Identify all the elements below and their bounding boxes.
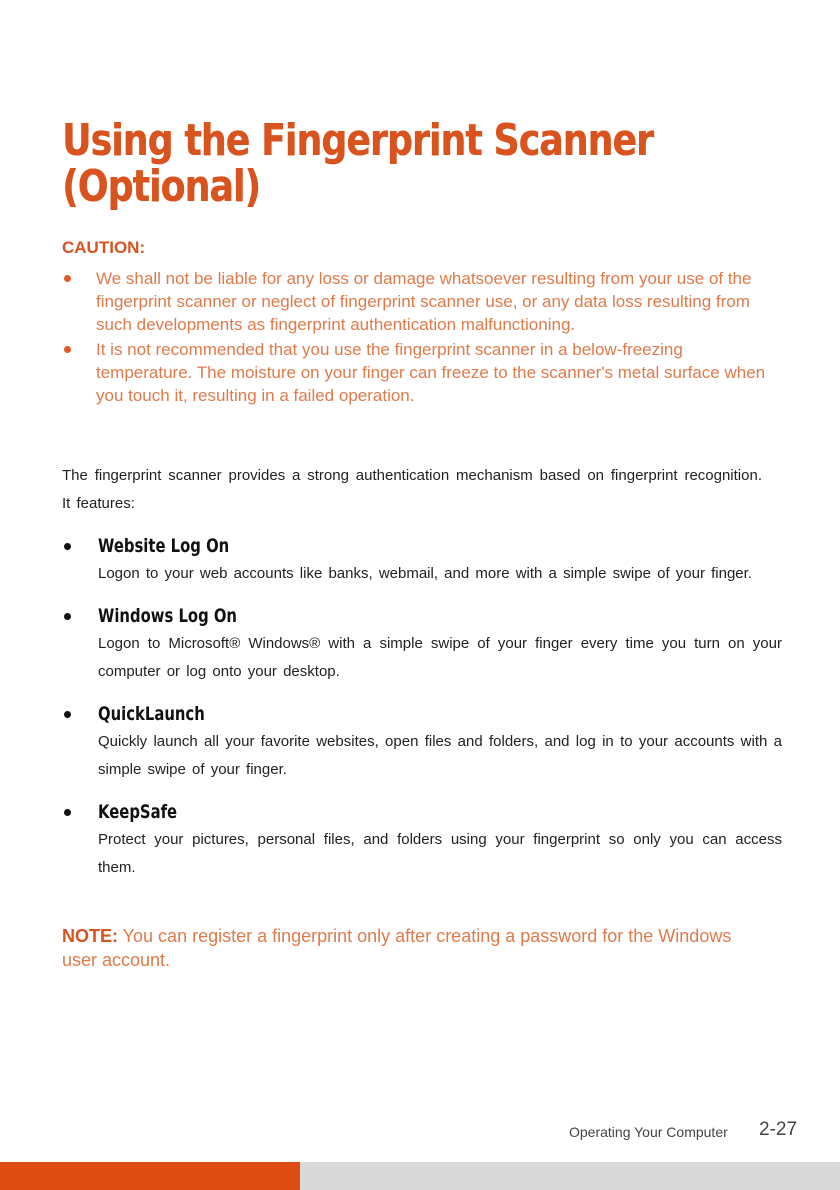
bullet-dot-icon [64, 711, 71, 718]
bullet-dot-icon [64, 613, 71, 620]
footer-accent-bar [0, 1162, 300, 1190]
footer-section-label: Operating Your Computer [569, 1124, 728, 1140]
page-title [62, 115, 669, 212]
caution-item-text: It is not recommended that you use the fingerprint scanner in a below-freezing temperature. The moisture on your finger can freeze to the scanner's metal surface when you touch it, resulting in a failed operation. [96, 340, 766, 405]
page-title-line-1: Using the Fingerprint Scanner [62, 115, 654, 166]
bullet-dot-icon [64, 809, 71, 816]
caution-box [62, 236, 782, 409]
bullet-dot-icon [64, 275, 71, 282]
feature-description: Protect your pictures, personal files, and folders using your fingerprint so only you can access them. [98, 831, 782, 876]
feature-description: Logon to Microsoft® Windows® with a simple swipe of your finger every time you turn on your computer or log onto your desktop. [98, 635, 782, 680]
feature-title: KeepSafe [98, 801, 178, 823]
caution-item [62, 267, 782, 336]
caution-item-text: We shall not be liable for any loss or damage whatsoever resulting from your use of the fingerprint scanner or neglect of fingerprint scanner use, or any data loss resulting from such developments as fingerprint authentication malfunctioning. [96, 269, 752, 334]
footer-gray-bar [300, 1162, 840, 1190]
feature-title: Windows Log On [98, 605, 237, 627]
page-title-line-2: (Optional) [62, 161, 261, 212]
feature-description: Logon to your web accounts like banks, webmail, and more with a simple swipe of your finger. [98, 565, 752, 582]
feature-list [62, 532, 782, 896]
feature-quicklaunch [62, 700, 782, 784]
caution-list [62, 267, 782, 407]
feature-title: QuickLaunch [98, 703, 205, 725]
page-number: 2-27 [759, 1119, 798, 1140]
bullet-dot-icon [64, 543, 71, 550]
note-paragraph [62, 924, 762, 972]
intro-paragraph: The fingerprint scanner provides a strong authentication mechanism based on fingerprint recognition. It features: [62, 467, 762, 512]
feature-website-log-on [62, 532, 782, 588]
bullet-dot-icon [64, 346, 71, 353]
feature-title: Website Log On [98, 535, 230, 557]
caution-item [62, 338, 782, 407]
feature-description: Quickly launch all your favorite websites, open files and folders, and log in to your accounts with a simple swipe of your finger. [98, 733, 782, 778]
feature-keepsafe [62, 798, 782, 882]
note-text: You can register a fingerprint only after creating a password for the Windows user account. [62, 926, 732, 970]
caution-heading: CAUTION: [62, 238, 146, 257]
note-label: NOTE: [62, 926, 118, 946]
feature-windows-log-on [62, 602, 782, 686]
